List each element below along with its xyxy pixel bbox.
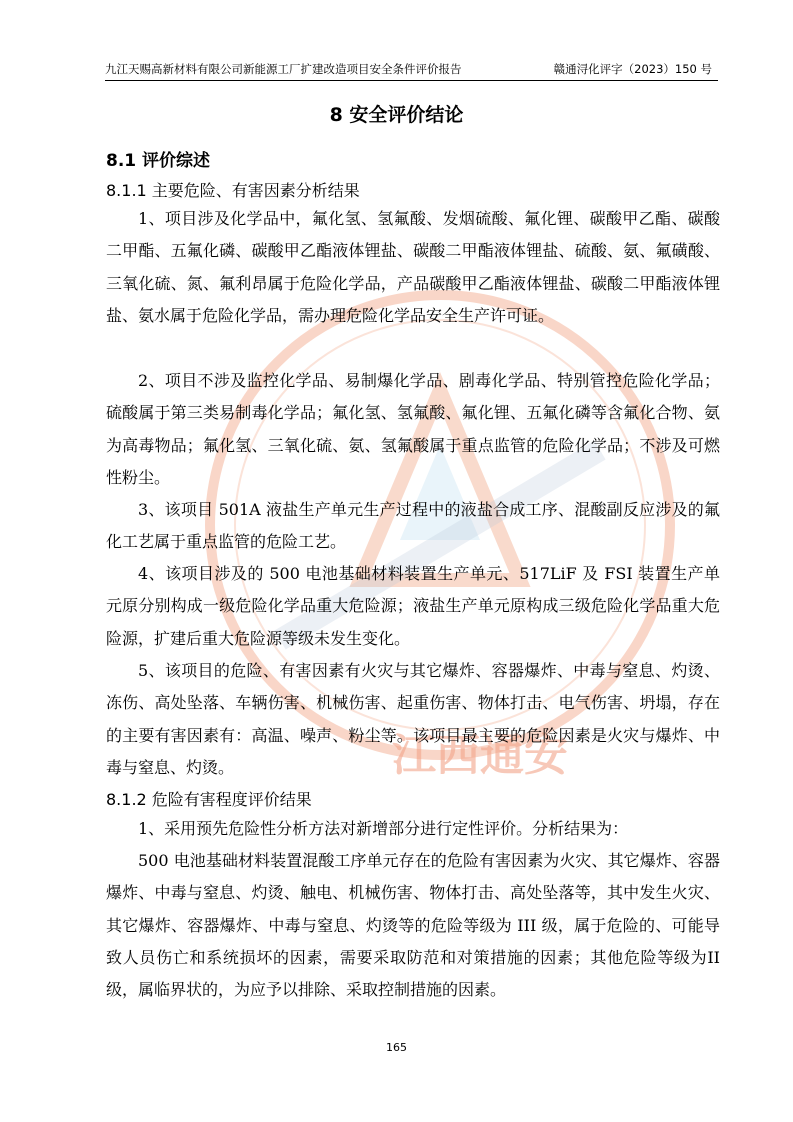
header-report-number: 赣通浔化评字（2023）150 号	[553, 62, 712, 76]
section-heading-8-1: 8.1 评价综述	[106, 151, 211, 171]
paragraph-1: 1、项目涉及化学品中，氟化氢、氢氟酸、发烟硫酸、氟化锂、碳酸甲乙酯、碳酸二甲酯、五氟化磷、碳酸甲乙酯液体锂盐、碳酸二甲酯液体锂盐、硫酸、氨、氟磺酸、三氧化硫、氮、氟利昂属于危险化学品，产品碳酸甲乙酯液体锂盐、碳酸二甲酯液体锂盐、氨水属于危险化学品，需办理危险化学品安全生产许可证。	[106, 209, 720, 325]
paragraph-7: 500 电池基础材料装置混酸工序单元存在的危险有害因素为火灾、其它爆炸、容器爆炸、中毒与窒息、灼烫、触电、机械伤害、物体打击、高处坠落等，其中发生火灾、其它爆炸、容器爆炸、中毒与窒息、灼烫等的危险等级为 III 级，属于危险的、可能导致人员伤亡和系统损坏的因素，需要采取防范和对策措施的因素；其他危险等级为II级，属临界状的，为应予以排除、采取控制措施的因素。	[106, 851, 720, 1000]
stamp-text: 江西通安	[392, 730, 568, 781]
section-heading-8-1-2: 8.1.2 危险有害程度评价结果	[106, 790, 312, 809]
paragraph-6: 1、采用预先危险性分析方法对新增部分进行定性评价。分析结果为：	[138, 819, 629, 838]
paragraph-3: 3、该项目 501A 液盐生产单元生产过程中的液盐合成工序、混酸副反应涉及的氟化工艺属于重点监管的危险工艺。	[106, 500, 720, 552]
header-report-title: 九江天赐高新材料有限公司新能源工厂扩建改造项目安全条件评价报告	[105, 62, 462, 76]
chapter-title: 8 安全评价结论	[329, 104, 464, 126]
page-header	[105, 58, 718, 81]
paragraph-4: 4、该项目涉及的 500 电池基础材料装置生产单元、517LiF 及 FSI 装置生产单元原分别构成一级危险化学品重大危险源；液盐生产单元原构成三级危险化学品重大危险源，扩建后重大危险源等级未发生变化。	[106, 564, 720, 648]
paragraph-2: 2、项目不涉及监控化学品、易制爆化学品、剧毒化学品、特别管控危险化学品；硫酸属于第三类易制毒化学品；氟化氢、氢氟酸、氟化锂、五氟化磷等含氟化合物、氨为高毒物品；氟化氢、三氧化硫、氨、氢氟酸属于重点监管的危险化学品；不涉及可燃性粉尘。	[106, 371, 720, 487]
section-heading-8-1-1: 8.1.1 主要危险、有害因素分析结果	[106, 181, 360, 200]
paragraph-5: 5、该项目的危险、有害因素有火灾与其它爆炸、容器爆炸、中毒与窒息、灼烫、冻伤、高处坠落、车辆伤害、机械伤害、起重伤害、物体打击、电气伤害、坍塌，存在的主要有害因素有：高温、噪声、粉尘等。该项目最主要的危险因素是火灾与爆炸、中毒与窒息、灼烫。	[106, 661, 720, 777]
page-number: 165	[386, 1041, 407, 1054]
